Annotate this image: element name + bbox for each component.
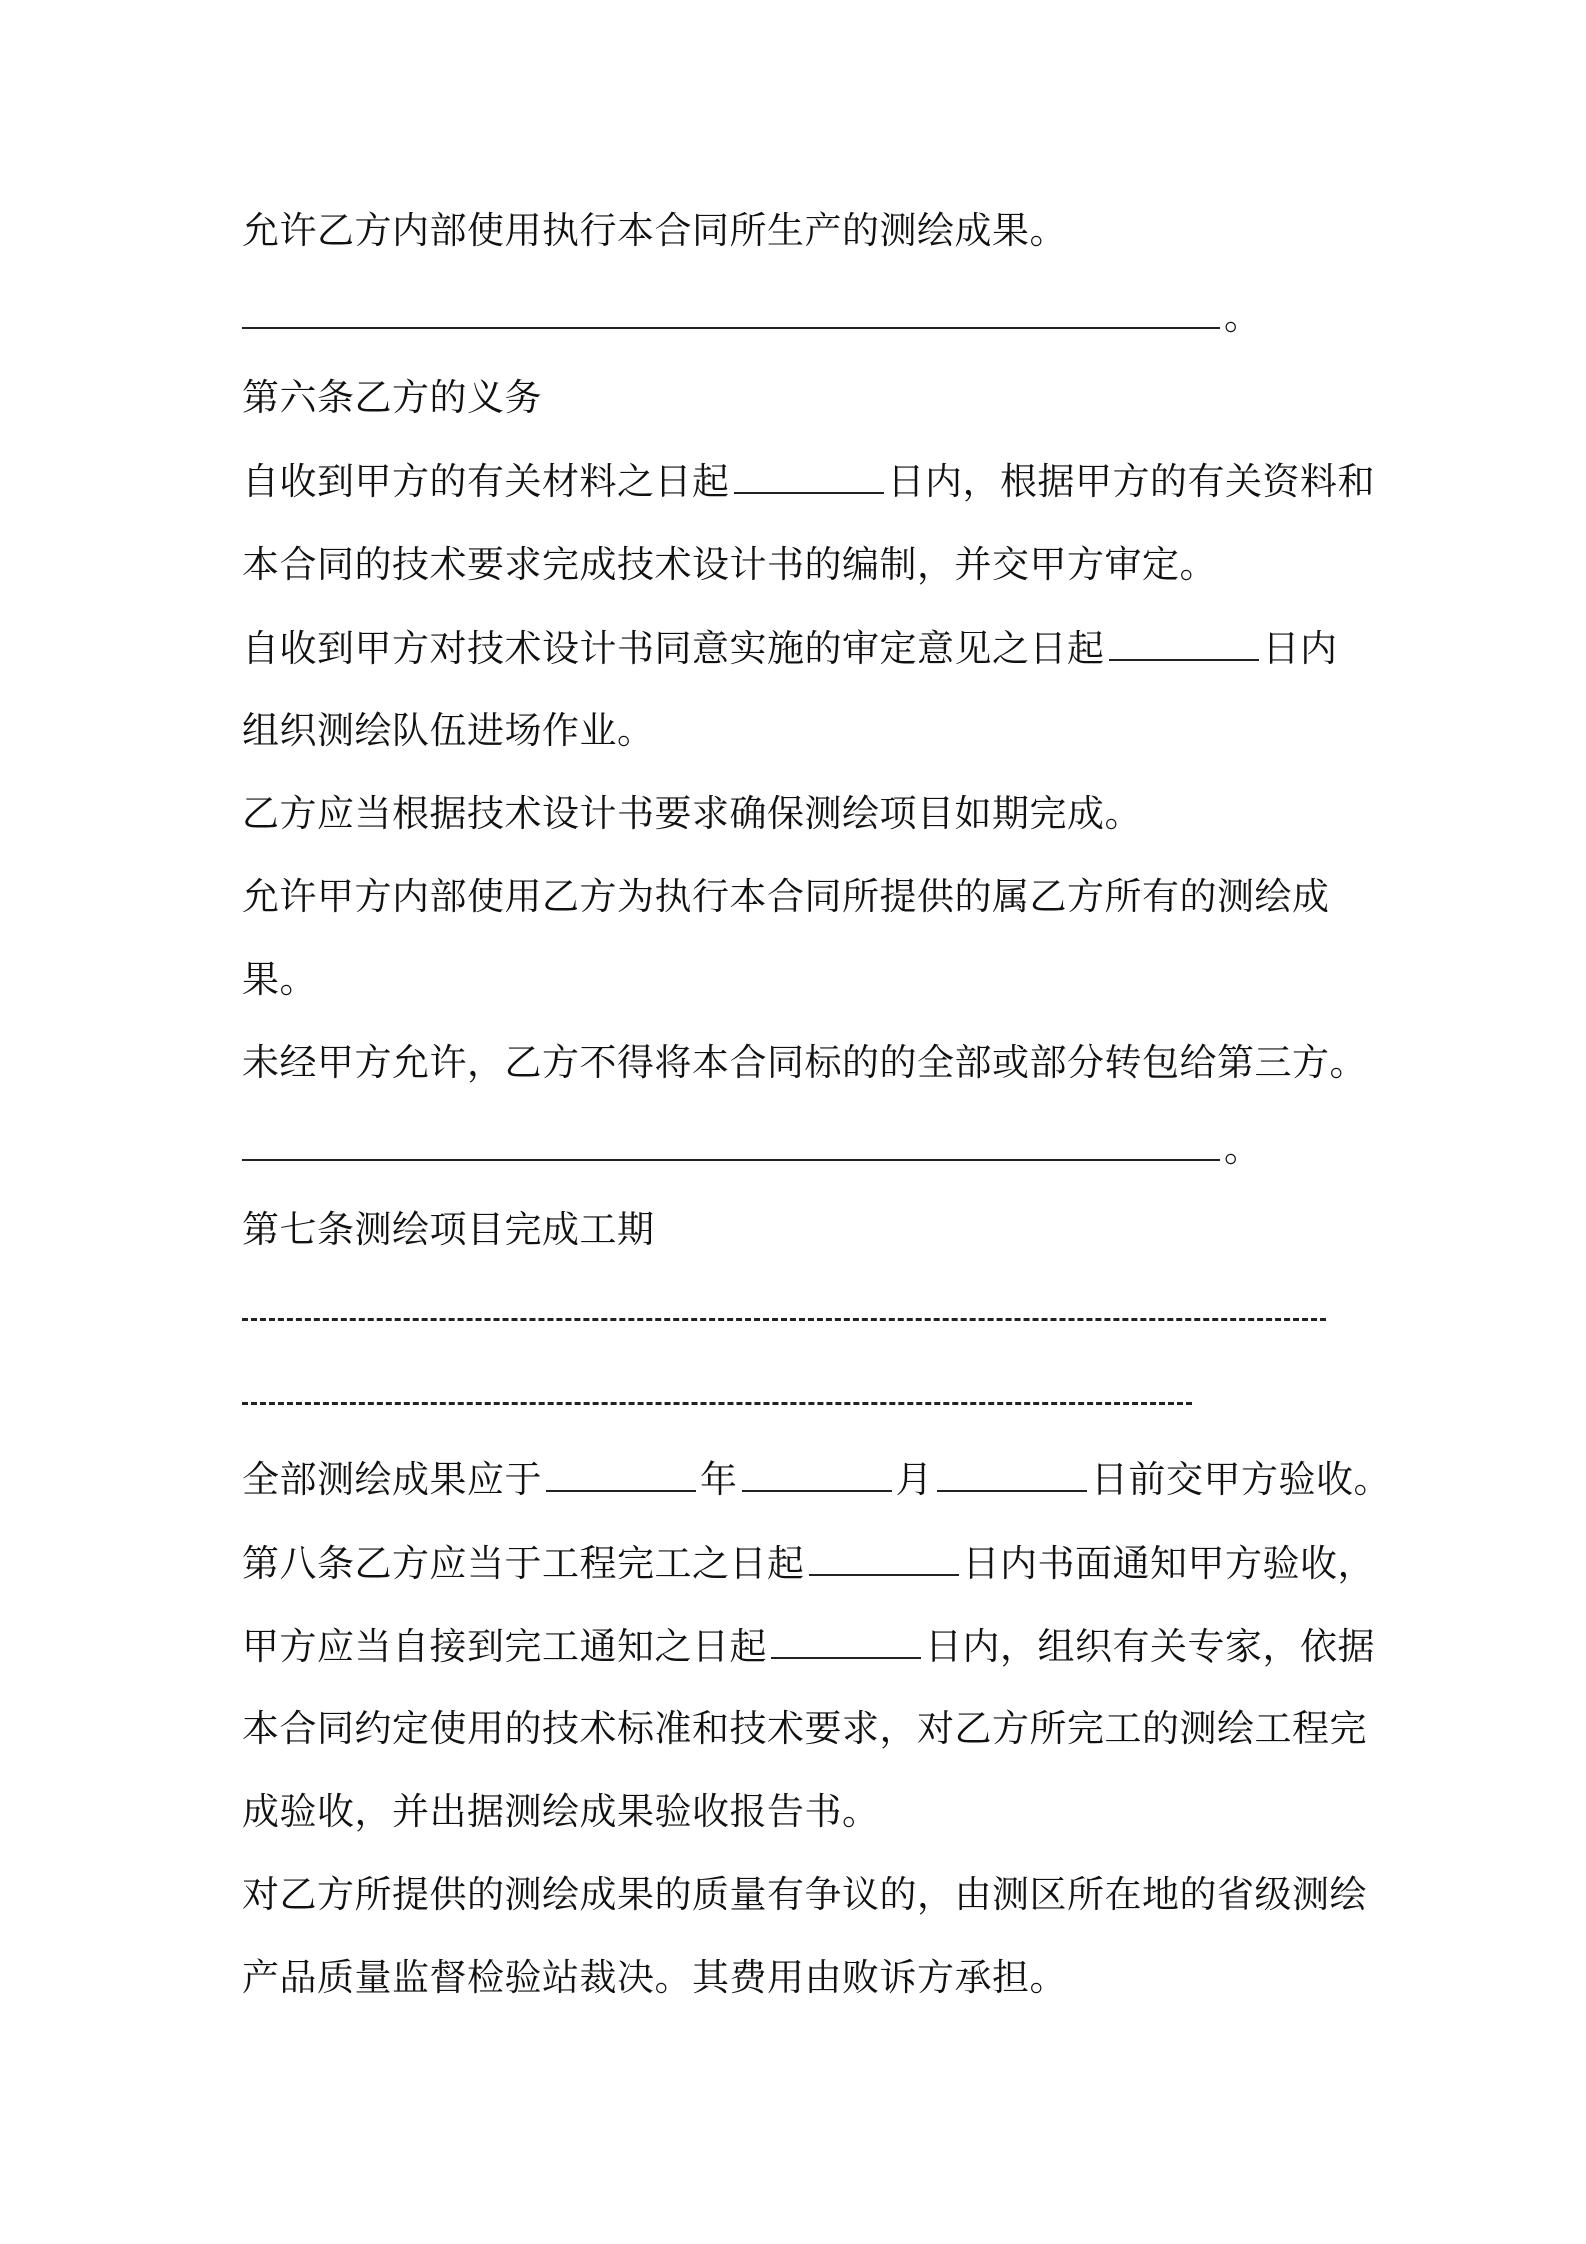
- article-8-line-1: [242, 1540, 1375, 1586]
- fill-in-blank-month[interactable]: [742, 1456, 892, 1492]
- text: 甲方应当自接到完工通知之日起: [242, 1625, 767, 1668]
- article-6-para-2-line-1: [242, 625, 1338, 671]
- heading-text: 第六条乙方的义务: [242, 376, 542, 419]
- fill-in-blank-long[interactable]: [242, 1125, 1220, 1161]
- text: 组织测绘队伍进场作业。: [242, 709, 655, 752]
- blank-line-2: [242, 1125, 1262, 1171]
- text: 月: [895, 1458, 933, 1501]
- text: 日内书面通知甲方验收，: [962, 1542, 1375, 1585]
- text: 自收到甲方对技术设计书同意实施的审定意见之日起: [242, 627, 1105, 670]
- article-6-para-5: [242, 1040, 1367, 1086]
- text: 本合同约定使用的技术标准和技术要求，对乙方所完工的测绘工程完: [242, 1707, 1367, 1750]
- article-6-para-1-line-2: [242, 542, 1217, 588]
- article-8-line-6: [242, 1955, 1067, 2001]
- fill-in-blank-year[interactable]: [546, 1456, 696, 1492]
- heading-text: 第七条测绘项目完成工期: [242, 1208, 655, 1251]
- article-6-para-4-line-1: [242, 874, 1330, 920]
- article-8-line-3: [242, 1706, 1367, 1752]
- text: 日内: [1262, 627, 1338, 670]
- text: 日内，组织有关专家，依据: [925, 1625, 1375, 1668]
- period: 。: [1224, 1127, 1262, 1170]
- article-6-para-2-line-2: [242, 708, 655, 754]
- fill-in-blank-days[interactable]: [734, 458, 884, 494]
- fill-in-blank-days[interactable]: [771, 1623, 921, 1659]
- text: 年: [700, 1458, 738, 1501]
- text: 成验收，并出据测绘成果验收报告书。: [242, 1790, 880, 1833]
- article-7-completion-date: [242, 1456, 1391, 1502]
- article-7-heading: [242, 1207, 655, 1253]
- text: 第八条乙方应当于工程完工之日起: [242, 1542, 805, 1585]
- fill-in-dashed-line[interactable]: [242, 1318, 1326, 1321]
- text: 乙方应当根据技术设计书要求确保测绘项目如期完成。: [242, 792, 1142, 835]
- fill-in-blank-long[interactable]: [242, 293, 1220, 329]
- text: 全部测绘成果应于: [242, 1458, 542, 1501]
- fill-in-dashed-line[interactable]: [242, 1402, 1192, 1405]
- article-8-line-2: [242, 1623, 1375, 1669]
- paragraph-allow-b-internal-use: [242, 208, 1067, 254]
- article-6-para-3: [242, 791, 1142, 837]
- text: 允许甲方内部使用乙方为执行本合同所提供的属乙方所有的测绘成: [242, 875, 1330, 918]
- text: 产品质量监督检验站裁决。其费用由败诉方承担。: [242, 1956, 1067, 1999]
- text: 日前交甲方验收。: [1091, 1458, 1391, 1501]
- fill-in-blank-days[interactable]: [809, 1540, 959, 1576]
- article-6-heading: [242, 375, 542, 421]
- text: 果。: [242, 958, 317, 1001]
- text: 未经甲方允许，乙方不得将本合同标的的全部或部分转包给第三方。: [242, 1041, 1367, 1084]
- article-8-line-5: [242, 1872, 1367, 1918]
- text: 本合同的技术要求完成技术设计书的编制，并交甲方审定。: [242, 543, 1217, 586]
- article-6-para-1-line-1: [242, 458, 1375, 504]
- text: 允许乙方内部使用执行本合同所生产的测绘成果。: [242, 209, 1067, 252]
- blank-line-1: [242, 293, 1262, 339]
- text: 自收到甲方的有关材料之日起: [242, 460, 730, 503]
- text: 日内，根据甲方的有关资料和: [887, 460, 1375, 503]
- fill-in-blank-days[interactable]: [1109, 625, 1259, 661]
- article-6-para-4-line-2: [242, 957, 317, 1003]
- fill-in-blank-day[interactable]: [937, 1456, 1087, 1492]
- period: 。: [1224, 295, 1262, 338]
- text: 对乙方所提供的测绘成果的质量有争议的，由测区所在地的省级测绘: [242, 1873, 1367, 1916]
- article-8-line-4: [242, 1789, 880, 1835]
